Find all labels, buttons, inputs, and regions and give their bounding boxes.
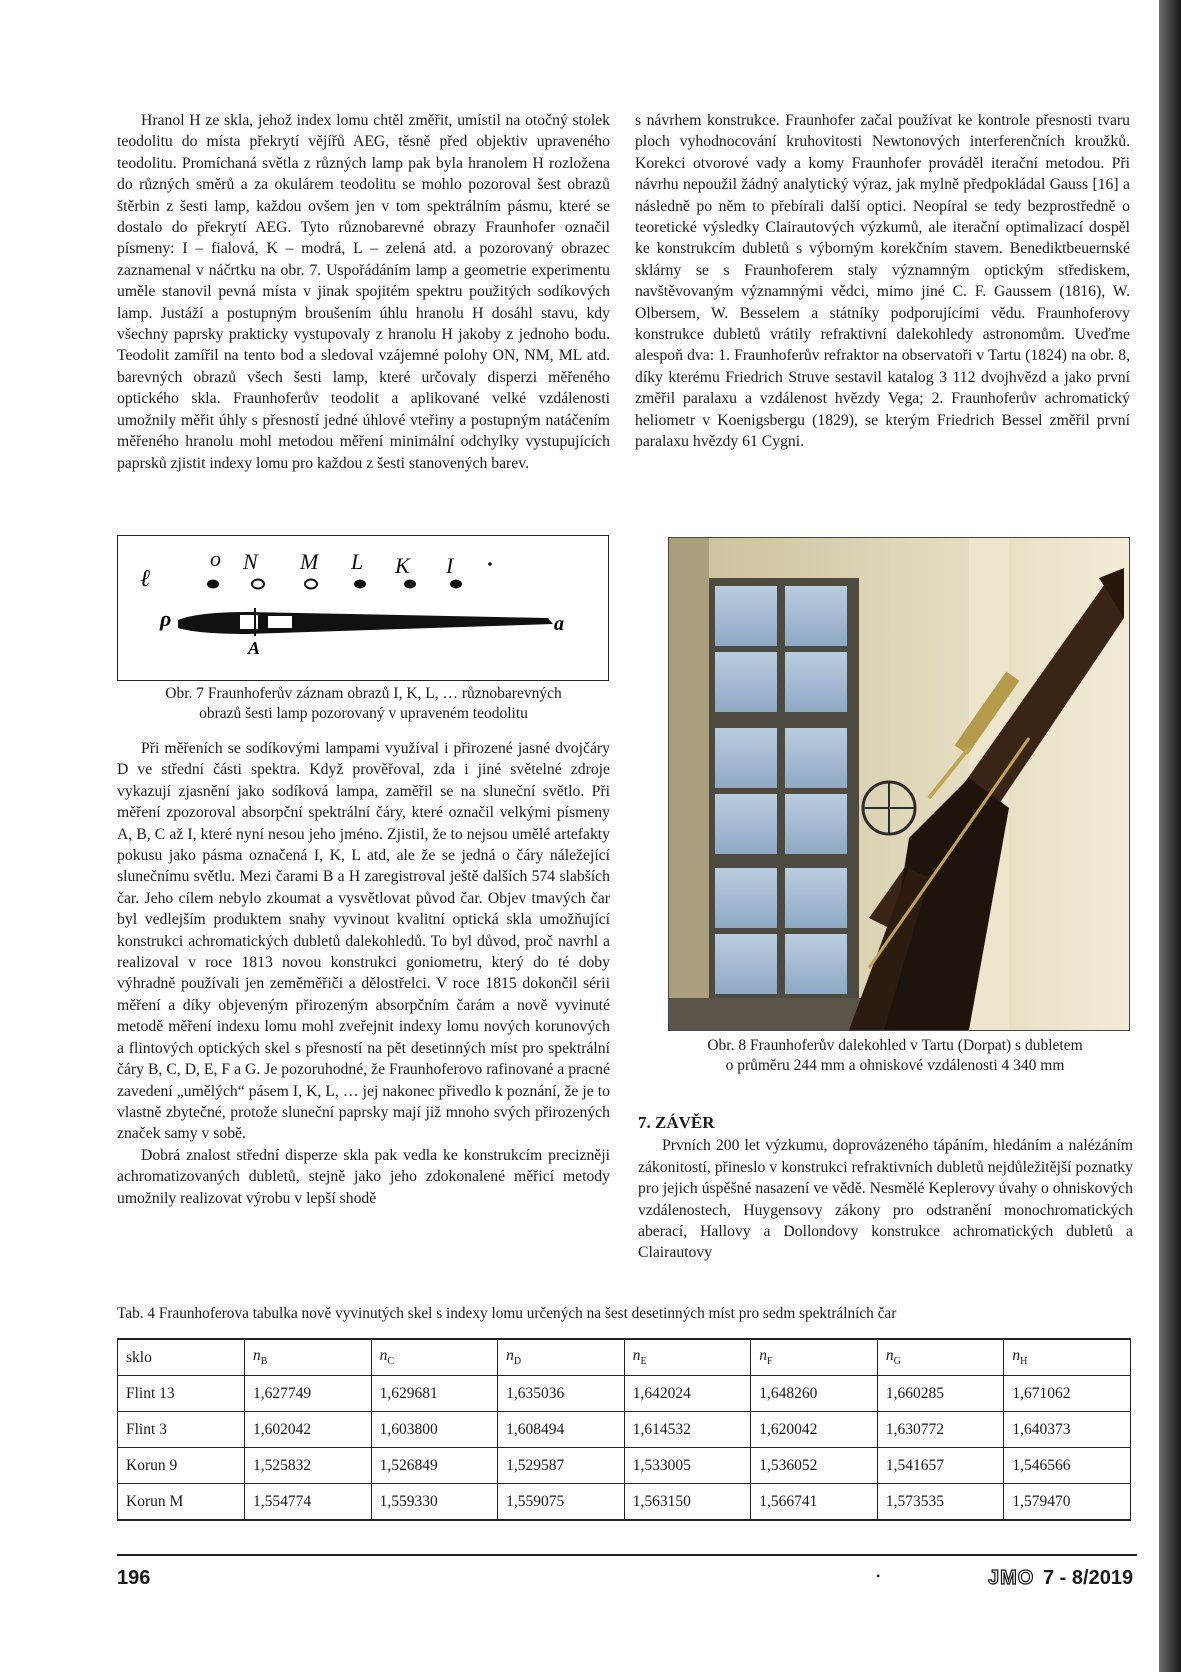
table-cell: Korun 9 bbox=[118, 1448, 245, 1484]
table-cell: 1,526849 bbox=[371, 1448, 498, 1484]
table-cell: 1,671062 bbox=[1004, 1376, 1131, 1412]
table-row bbox=[118, 1376, 1131, 1412]
paragraph: Hranol H ze skla, jehož index lomu chtěl změřit, umístil na otočný stolek teodolitu do místa překrytí vějířů AEG, těsně před objektiv upraveného teodolitu. Promíchaná světla z různých lamp pak byla hranolem H rozložena do různých směrů a za okulárem teodolitu se mohlo pozoroval šest obrazů štěrbin z šesti lamp, každou ovšem jen v tom spektrálním pásmu, které se dostalo do překrytí AEG. Tyto různobarevné obrazy Fraunhofer označil písmeny: I – fialová, K – modrá, L – zelená atd. a pozorovaný obrazec zaznamenal v náčrtku na obr. 7. Uspořádáním lamp a geometrie experimentu uměle stanovil pevná místa v jinak spojitém spektru použitých sodíkových lamp. Justáží a postupným broušením úhlu hranolu H dosáhl stavu, kdy všechny paprsky prakticky vystupovaly z hranolu H jakoby z jednoho bodu. Teodolit zamířil na tento bod a sledoval vzájemné polohy ON, NM, ML atd. barevných obrazů všech šesti lamp, které určovaly disperzi měřeného optického skla. Fraunhoferův teodolit a aplikované velké vzdálenosti umožnily měřit úhly s přesností jedné úhlové vteřiny a postupným natáčením měřeného hranolu mohl metodou měření minimální odchylky vystupujících paprsků zjistit indexy lomu pro každou z šesti stanovených barev. bbox=[117, 112, 610, 472]
left-column-top bbox=[117, 110, 610, 474]
table-cell: 1,566741 bbox=[751, 1484, 878, 1521]
sketch-label-bottom: A bbox=[248, 638, 261, 658]
table-cell: 1,559330 bbox=[371, 1484, 498, 1521]
caption-line: o průměru 244 mm a ohniskové vzdálenosti 4 340 mm bbox=[725, 1057, 1065, 1074]
table-cell: 1,640373 bbox=[1004, 1412, 1131, 1448]
table-cell: 1,563150 bbox=[624, 1484, 751, 1521]
table-header-cell: sklo bbox=[118, 1339, 245, 1376]
page-scan-edge bbox=[1159, 0, 1181, 1672]
paragraph: Dobrá znalost střední disperze skla pak vedla ke konstrukcím precizněji achromatizovaných dubletů, stejně jako jeho zdokonalené měřicí metody umožnily realizovat výrobu v lepší shodě bbox=[117, 1146, 610, 1207]
figure-8-photo bbox=[668, 537, 1130, 1031]
table-cell: 1,629681 bbox=[371, 1376, 498, 1412]
table-cell: 1,648260 bbox=[751, 1376, 878, 1412]
sketch-blob bbox=[252, 580, 264, 589]
sketch-label-L: L bbox=[351, 549, 364, 574]
table-cell: 1,620042 bbox=[751, 1412, 878, 1448]
table-cell: 1,608494 bbox=[498, 1412, 625, 1448]
issue-label: 7 - 8/2019 bbox=[1043, 1567, 1134, 1589]
table-cell: 1,529587 bbox=[498, 1448, 625, 1484]
table-cell: Korun M bbox=[118, 1484, 245, 1521]
journal-logo: JMO bbox=[988, 1567, 1035, 1589]
sketch-label-right: a bbox=[554, 613, 564, 635]
table-row bbox=[118, 1412, 1131, 1448]
table-cell: 1,642024 bbox=[624, 1376, 751, 1412]
sketch-label-o: o bbox=[210, 546, 221, 571]
page-number: 196 bbox=[117, 1567, 151, 1589]
table-cell: 1,536052 bbox=[751, 1448, 878, 1484]
sketch-label-K: K bbox=[395, 553, 410, 578]
sketch-spectrum-band bbox=[178, 612, 553, 634]
caption-line: Obr. 8 Fraunhoferův dalekohled v Tartu (Dorpat) s dubletem bbox=[707, 1037, 1083, 1054]
left-column-bottom bbox=[117, 738, 610, 1209]
table-cell: 1,533005 bbox=[624, 1448, 751, 1484]
sketch-dot bbox=[488, 562, 492, 566]
section-title: 7. ZÁVĚR bbox=[638, 1113, 715, 1132]
table-header-cell: $n_D$ bbox=[498, 1339, 625, 1376]
table-cell: Flint 3 bbox=[118, 1412, 245, 1448]
table-cell: 1,627749 bbox=[245, 1376, 372, 1412]
table-header-cell: $n_H$ bbox=[1004, 1339, 1131, 1376]
caption-line: obrazů šesti lamp pozorovaný v upraveném teodolitu bbox=[199, 705, 528, 722]
table-cell: 1,630772 bbox=[877, 1412, 1004, 1448]
figure-8-caption bbox=[650, 1036, 1140, 1076]
table-row bbox=[118, 1484, 1131, 1521]
table-4 bbox=[117, 1338, 1131, 1521]
footer-rule bbox=[117, 1554, 1137, 1556]
sketch-drawing bbox=[118, 536, 608, 680]
sketch-blob bbox=[305, 580, 317, 589]
figure-7-sketch bbox=[117, 535, 609, 681]
right-column-top bbox=[635, 110, 1130, 453]
sketch-label-M: M bbox=[300, 549, 319, 574]
sketch-label-I: I bbox=[446, 553, 454, 578]
table-cell: Flint 13 bbox=[118, 1376, 245, 1412]
table-header-row bbox=[118, 1339, 1131, 1376]
table-cell: 1,541657 bbox=[877, 1448, 1004, 1484]
sketch-blob bbox=[354, 580, 366, 589]
table-header-cell: $n_G$ bbox=[877, 1339, 1004, 1376]
sketch-gap bbox=[268, 616, 292, 628]
table-cell: 1,614532 bbox=[624, 1412, 751, 1448]
sketch-label-left-top: ℓ bbox=[140, 566, 150, 592]
sketch-blob bbox=[404, 580, 416, 589]
table-cell: 1,525832 bbox=[245, 1448, 372, 1484]
telescope-photo bbox=[669, 538, 1129, 1030]
table-cell: 1,635036 bbox=[498, 1376, 625, 1412]
table-cell: 1,579470 bbox=[1004, 1484, 1131, 1521]
table-cell: 1,603800 bbox=[371, 1412, 498, 1448]
sketch-blob bbox=[207, 580, 219, 589]
table-cell: 1,554774 bbox=[245, 1484, 372, 1521]
figure-7-caption bbox=[117, 684, 610, 724]
table-row bbox=[118, 1448, 1131, 1484]
table-cell: 1,573535 bbox=[877, 1484, 1004, 1521]
table-4-caption: Tab. 4 Fraunhoferova tabulka nově vyvinutých skel s indexy lomu určených na šest desetinných míst pro sedm spektrálních čar bbox=[117, 1305, 897, 1322]
paragraph: s návrhem konstrukce. Fraunhofer začal používat ke kontrole přesnosti tvaru ploch vyhodnocování kruhovitosti Newtonových interferenčních kroužků. Korekci otvorové vady a komy Fraunhofer prováděl iterační metodou. Při návrhu nepoužil žádný analytický výraz, jak mylně předpokládal Gauss [16] a následně po něm to přebírali další optici. Neopíral se tedy bezprostředně o teoretické výsledky Clairautových výzkumů, ale iterační optimalizací dospěl ke konstrukcím dubletů s výborným korekčním stavem. Benediktbeuernské sklárny se s Fraunhoferem staly významným optickým střediskem, navštěvovaným významnými vědci, mimo jiné C. F. Gaussem (1816), W. Olbersem, W. Besselem a státníky podporujícími vědu. Fraunhoferovy konstrukce dubletů vrátily refraktivní dalekohledy astronomům. Uveďme alespoň dva: 1. Fraunhoferův refraktor na observatoři v Tartu (1824) na obr. 8, díky kterému Friedrich Struve sestavil katalog 3 112 dvojhvězd a jako první změřil paralaxu a vzdálenost hvězdy Vega; 2. Fraunhoferův achromatický heliometr v Koenigsbergu (1829), se kterým Friedrich Bessel změřil první paralaxu hvězdy 61 Cygni. bbox=[635, 112, 1130, 451]
table-header-cell: $n_F$ bbox=[751, 1339, 878, 1376]
sketch-line-marker bbox=[254, 608, 256, 636]
sketch-label-left: ρ bbox=[160, 606, 172, 631]
footer-dot: • bbox=[876, 1569, 881, 1583]
paragraph: Při měřeních se sodíkovými lampami využíval i přirozené jasné dvojčáry D ve střední části spektra. Když prověřoval, zda i jiné světelné zdroje vykazují zjasnění jako sodíková lampa, zaměřil se na sluneční světlo. Při měření zpozoroval absorpční spektrální čáry, které označil velkými písmeny A, B, C až I, které nyní nesou jeho jméno. Zjistil, že to nejsou umělé artefakty pokusu jako pásma označená I, K, L atd, ale že se jedná o čáry náležející slunečnímu světlu. Mezi čarami B a H zaregistroval ještě dalších 574 slabších čar. Jeho cílem nebylo zkoumat a vysvětlovat původ čar. Objev tmavých čar byl vedlejším produktem snahy vyvinout kvalitní optická skla umožňující konstrukci achromatických dubletů dalekohledů. To byl důvod, proč navrhl a realizoval v roce 1813 novou konstrukci goniometru, který do té doby výhradně používali jen zeměměřiči a dělostřelci. V roce 1815 dokončil sérii měření a díky objeveným přirozeným absorpčním čarám a nově vyvinuté metodě měření indexu lomu mohl zveřejnit indexy lomu nových korunových a flintových optických skel s přesností na pět desetinných míst pro spektrální čáry B, C, D, E, F a G. Je pozoruhodné, že Fraunhoferovo rafinované a pracné zavedení „umělých“ pásem I, K, L, … jej nakonec přivedlo k poznání, že je to vlastně zbytečné, protože sluneční paprsky mají již mnoho svých přirozených značek samy v sobě. bbox=[117, 740, 610, 1143]
table-cell: 1,602042 bbox=[245, 1412, 372, 1448]
table-cell: 1,546566 bbox=[1004, 1448, 1131, 1484]
table-header-cell: $n_E$ bbox=[624, 1339, 751, 1376]
sketch-label-N: N bbox=[243, 549, 258, 574]
table-cell: 1,660285 bbox=[877, 1376, 1004, 1412]
table-cell: 1,559075 bbox=[498, 1484, 625, 1521]
table-header-cell: $n_C$ bbox=[371, 1339, 498, 1376]
caption-line: Obr. 7 Fraunhoferův záznam obrazů I, K, L, … různobarevných bbox=[165, 685, 562, 702]
sketch-blob bbox=[450, 580, 462, 589]
table-header-cell: $n_B$ bbox=[245, 1339, 372, 1376]
paragraph: Prvních 200 let výzkumu, doprovázeného tápáním, hledáním a nalézáním zákonitostí, přineslo v konstrukci refraktivních dubletů nejdůležitější poznatky pro jejich úspěšné nasazení ve vědě. Nesmělé Keplerovy úvahy o ohniskových vzdálenostech, Huygensovy zákony pro odstranění monochromatických aberací, Hallovy a Dollondovy konstrukce achromatických dubletů a Clairautovy bbox=[638, 1137, 1133, 1262]
section-conclusion bbox=[638, 1112, 1133, 1264]
